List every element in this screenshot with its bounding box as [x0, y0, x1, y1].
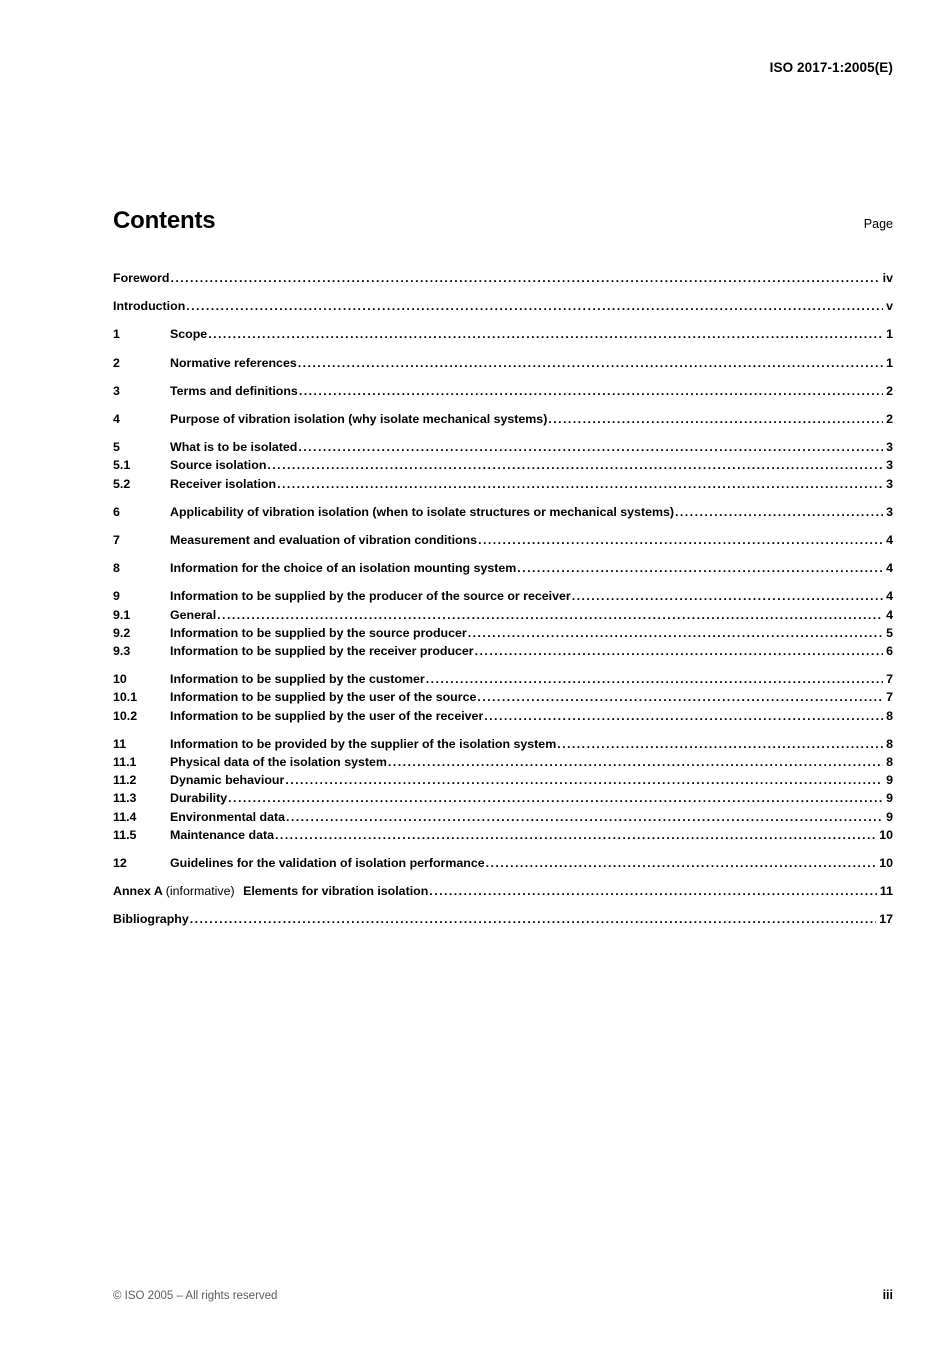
toc-dot-leader — [217, 609, 883, 621]
toc-entry[interactable] — [113, 559, 893, 577]
toc-entry-page: 6 — [886, 644, 893, 659]
toc-dot-leader — [285, 774, 883, 786]
toc-group — [113, 503, 893, 521]
toc-entry[interactable] — [113, 826, 893, 844]
toc-dot-leader — [484, 710, 883, 722]
annex-prefix: Annex A — [113, 884, 166, 899]
toc-dot-leader — [572, 590, 883, 602]
toc-entry-label: Receiver isolation — [170, 476, 277, 491]
toc-entry[interactable] — [113, 354, 893, 372]
toc-entry[interactable] — [113, 606, 893, 624]
toc-entry-page: 3 — [886, 504, 893, 519]
toc-group — [113, 854, 893, 872]
toc-entry-label: What is to be isolated — [170, 440, 298, 455]
toc-entry-number: 9.3 — [113, 644, 131, 659]
toc-entry-number: 2 — [113, 355, 120, 370]
toc-entry-label: Information to be provided by the supplier of the isolation system — [170, 736, 557, 751]
toc-entry[interactable] — [113, 410, 893, 428]
toc-entry-page: 2 — [886, 412, 893, 427]
toc-entry-page: 5 — [886, 625, 893, 640]
toc-entry[interactable] — [113, 910, 893, 928]
toc-dot-leader — [675, 506, 883, 518]
toc-entry[interactable] — [113, 735, 893, 753]
toc-entry-number: 5 — [113, 440, 120, 455]
toc-entry-label: Information for the choice of an isolation mounting system — [170, 561, 517, 576]
toc-entry-label: Information to be supplied by the source producer — [170, 625, 467, 640]
toc-group — [113, 587, 893, 660]
toc-entry-label: Applicability of vibration isolation (when to isolate structures or mechanical systems) — [170, 504, 674, 519]
toc-group — [113, 531, 893, 549]
toc-entry-number: 11.2 — [113, 773, 137, 788]
toc-entry[interactable] — [113, 753, 893, 771]
toc-entry-number: 11.4 — [113, 809, 137, 824]
toc-entry-page: 10 — [879, 856, 893, 871]
toc-entry[interactable] — [113, 382, 893, 400]
toc-entry-label: Foreword — [113, 271, 170, 285]
toc-dot-leader — [286, 811, 883, 823]
toc-entry-page: 9 — [886, 773, 893, 788]
toc-entry-label: Information to be supplied by the producer of the source or receiver — [170, 589, 571, 604]
toc-entry-page: 4 — [886, 533, 893, 548]
footer-page-number: iii — [882, 1288, 893, 1302]
toc-entry[interactable] — [113, 438, 893, 456]
toc-group — [113, 559, 893, 577]
toc-entry-number: 9.1 — [113, 607, 131, 622]
toc-entry-number: 11.3 — [113, 791, 137, 806]
toc-entry-number: 7 — [113, 533, 120, 548]
toc-group — [113, 410, 893, 428]
toc-entry-label: Purpose of vibration isolation (why isolate mechanical systems) — [170, 412, 548, 427]
toc-entry[interactable] — [113, 456, 893, 474]
annex-title: Elements for vibration isolation — [239, 884, 429, 899]
toc-entry-label: Maintenance data — [170, 827, 274, 842]
toc-group — [113, 735, 893, 844]
toc-entry-label: Information to be supplied by the receiver producer — [170, 644, 474, 659]
toc-dot-leader — [275, 829, 876, 841]
toc-entry[interactable] — [113, 771, 893, 789]
toc-entry-label: Bibliography — [113, 912, 189, 927]
toc-entry-label: Normative references — [170, 355, 297, 370]
toc-entry[interactable] — [113, 789, 893, 807]
toc-entry-page: 3 — [886, 440, 893, 455]
toc-entry[interactable] — [113, 503, 893, 521]
toc-dot-leader — [486, 857, 877, 869]
contents-header-row — [113, 207, 893, 235]
toc-entry-page: 4 — [886, 589, 893, 604]
toc-dot-leader — [170, 272, 879, 284]
toc-entry-label: Dynamic behaviour — [170, 773, 285, 788]
toc-entry-page: 8 — [886, 736, 893, 751]
toc-dot-leader — [429, 885, 877, 897]
toc-entry-label: Environmental data — [170, 809, 285, 824]
toc-entry-number: 10.1 — [113, 690, 138, 705]
toc-entry-number: 10 — [113, 672, 127, 687]
toc-dot-leader — [186, 300, 883, 312]
toc-group-annex — [113, 882, 893, 900]
toc-dot-leader — [475, 645, 883, 657]
toc-dot-leader — [477, 691, 883, 703]
page-column-header: Page — [863, 217, 893, 231]
toc-entry-page: 3 — [886, 458, 893, 473]
toc-entry-number: 9 — [113, 589, 120, 604]
toc-dot-leader — [388, 756, 883, 768]
toc-entry[interactable] — [113, 882, 893, 900]
toc-entry[interactable] — [113, 531, 893, 549]
toc-entry-number: 5.2 — [113, 476, 131, 491]
toc-entry-label: Terms and definitions — [170, 383, 298, 398]
toc-entry-page: 4 — [886, 561, 893, 576]
toc-entry[interactable] — [113, 707, 893, 725]
toc-entry-number: 9.2 — [113, 625, 131, 640]
toc-group — [113, 382, 893, 400]
toc-dot-leader — [468, 627, 883, 639]
toc-entry-label: Durability — [170, 791, 228, 806]
toc-entry-page: 8 — [886, 755, 893, 770]
toc-dot-leader — [517, 562, 883, 574]
toc-entry[interactable] — [113, 325, 893, 343]
toc-entry-label — [113, 882, 428, 900]
toc-entry-page: 10 — [879, 827, 893, 842]
toc-entry-label: Source isolation — [170, 458, 267, 473]
toc-dot-leader — [299, 385, 883, 397]
toc-entry-page: 4 — [886, 607, 893, 622]
toc-dot-leader — [277, 478, 883, 490]
toc-entry-label: Information to be supplied by the user of the receiver — [170, 708, 484, 723]
toc-entry-page: 11 — [879, 884, 893, 899]
toc-entry[interactable] — [113, 808, 893, 826]
annex-qualifier: (informative) — [165, 884, 235, 899]
toc-entry-number: 1 — [113, 327, 120, 342]
toc-entry-number: 11.5 — [113, 827, 137, 842]
toc-dot-leader — [548, 413, 883, 425]
toc-entry-page: 17 — [879, 912, 893, 927]
toc-group — [113, 670, 893, 725]
document-header-standard-ref: ISO 2017-1:2005(E) — [769, 60, 893, 75]
toc-entry-label: Scope — [170, 327, 208, 342]
document-footer — [113, 1288, 893, 1302]
toc-entry[interactable] — [113, 688, 893, 706]
toc-entry-number: 11 — [113, 736, 127, 751]
toc-entry-number: 10.2 — [113, 708, 138, 723]
toc-entry-page: 1 — [886, 327, 893, 342]
toc-entry-number: 12 — [113, 856, 127, 871]
toc-entry-number: 5.1 — [113, 458, 131, 473]
toc-entry[interactable] — [113, 297, 893, 315]
toc-entry-page: 8 — [886, 708, 893, 723]
toc-dot-leader — [557, 738, 883, 750]
toc-entry[interactable] — [113, 587, 893, 605]
toc-entry-number: 6 — [113, 504, 120, 519]
toc-entry-label: Physical data of the isolation system — [170, 755, 387, 770]
toc-group — [113, 269, 893, 287]
toc-group — [113, 354, 893, 372]
toc-entry-page: 9 — [886, 791, 893, 806]
toc-entry-label: General — [170, 607, 217, 622]
toc-entry-number: 11.1 — [113, 755, 137, 770]
toc-dot-leader — [208, 328, 883, 340]
toc-entry-number: 4 — [113, 412, 120, 427]
toc-entry-label: Guidelines for the validation of isolation performance — [170, 856, 485, 871]
toc-group — [113, 325, 893, 343]
toc-entry-page: 7 — [886, 672, 893, 687]
toc-entry-page: 3 — [886, 476, 893, 491]
toc-entry[interactable] — [113, 670, 893, 688]
copyright-notice: © ISO 2005 – All rights reserved — [113, 1290, 278, 1302]
toc-entry-page: iv — [882, 271, 893, 285]
toc-dot-leader — [478, 534, 883, 546]
toc-entry-label: Measurement and evaluation of vibration conditions — [170, 533, 478, 548]
table-of-contents — [113, 269, 893, 929]
toc-entry-number: 8 — [113, 561, 120, 576]
toc-entry-page: 7 — [886, 690, 893, 705]
toc-group-bibliography — [113, 910, 893, 928]
toc-entry[interactable] — [113, 624, 893, 642]
toc-entry-page: 1 — [886, 355, 893, 370]
toc-group — [113, 438, 893, 493]
toc-dot-leader — [228, 792, 883, 804]
toc-dot-leader — [426, 673, 883, 685]
toc-entry-page: v — [886, 299, 893, 314]
toc-entry[interactable] — [113, 475, 893, 493]
toc-entry[interactable] — [113, 854, 893, 872]
toc-dot-leader — [298, 357, 883, 369]
toc-entry-label: Information to be supplied by the user of the source — [170, 690, 477, 705]
toc-group — [113, 297, 893, 315]
toc-entry-number: 3 — [113, 383, 120, 398]
page-title: Contents — [113, 207, 216, 234]
toc-entry-label: Information to be supplied by the customer — [170, 672, 425, 687]
toc-dot-leader — [298, 441, 883, 453]
toc-dot-leader — [267, 459, 883, 471]
toc-dot-leader — [190, 913, 876, 925]
toc-entry-page: 2 — [886, 383, 893, 398]
toc-entry[interactable] — [113, 642, 893, 660]
toc-entry-label: Introduction — [113, 299, 186, 314]
toc-entry-page: 9 — [886, 809, 893, 824]
toc-entry[interactable] — [113, 269, 893, 287]
